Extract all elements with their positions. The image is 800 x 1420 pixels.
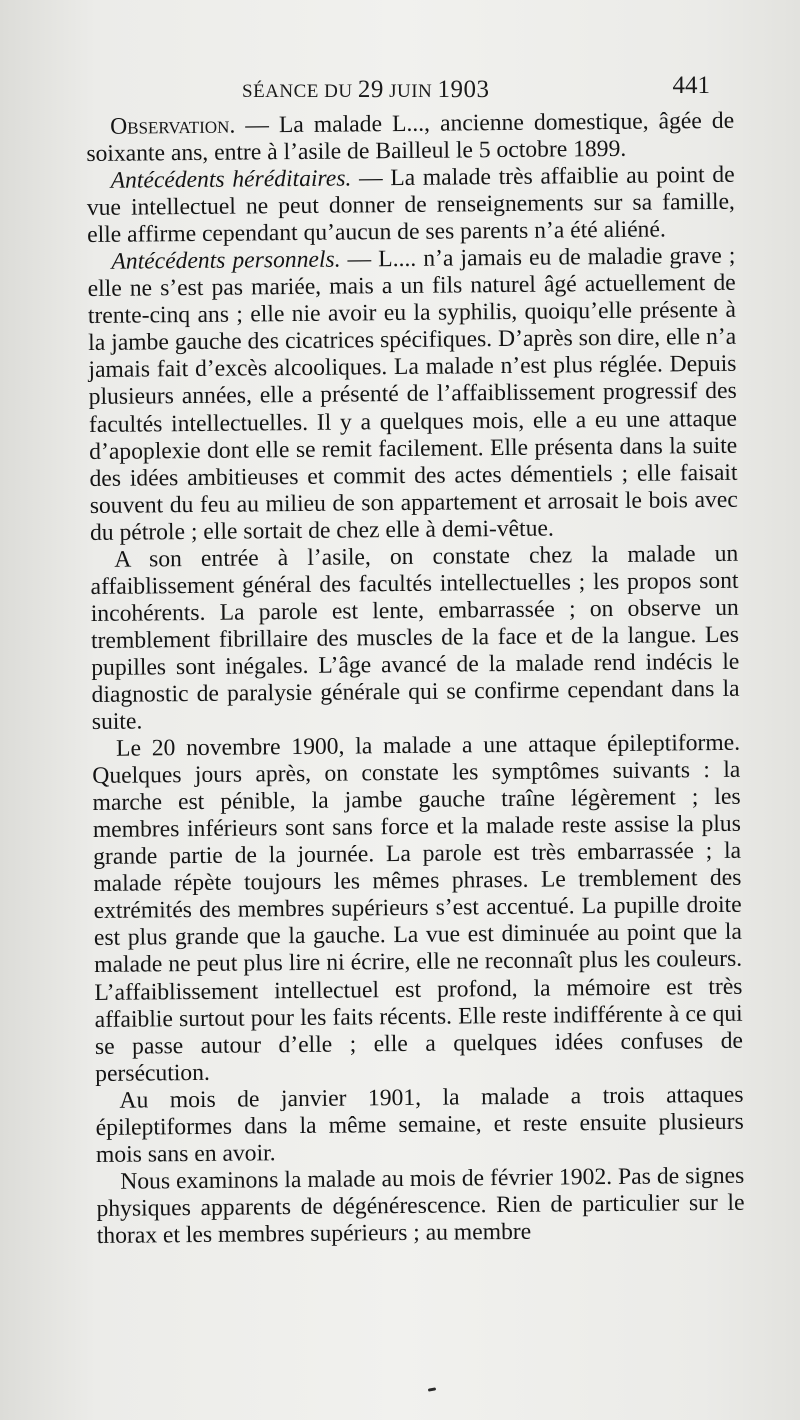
paragraph-january-1901: Au mois de janvier 1901, la malade a trois attaques épileptiformes dans la même semaine, et reste ensuite plusieurs mois sans en avoir.: [95, 1081, 744, 1168]
paragraph-observation: [86, 108, 734, 168]
running-head-year: 1903: [437, 76, 490, 103]
body-text: [86, 108, 745, 1250]
running-head: [242, 76, 490, 104]
paragraph-text: — L.... n’a jamais eu de maladie grave ; elle ne s’est pas mariée, mais a un fils naturel âgé actuellement de trente-cinq ans ; elle nie avoir eu la syphilis, quoiqu’elle présente à la jambe gauche des cicatrices spécifiques. D’après son dire, elle n’a jamais fait d’excès alcooliques. La malade n’est plus réglée. Depuis plusieurs années, elle a présenté de l’affaiblissement progressif des facultés intellectuelles. Il y a quelques mois, elle a eu une attaque d’apoplexie dont elle se remit facilement. Elle présenta dans la suite des idées ambitieuses et commit des actes démentiels ; elle faisait souvent du feu au milieu de son appartement et arrosait le bois avec du pétrole ; elle sortait de chez elle à demi-vêtue.: [87, 243, 738, 546]
observation-heading: Observation.: [109, 112, 236, 140]
paragraph-hereditary: [87, 162, 736, 249]
running-head-day: 29: [357, 76, 384, 103]
running-head-month: JUIN: [389, 81, 433, 102]
paragraph-personal: [87, 243, 738, 547]
hereditary-heading: Antécédents héréditaires.: [110, 165, 352, 194]
paragraph-admission: A son entrée à l’asile, on constate chez la malade un affaiblissement général des facultés intellectuelles ; les propos sont incohérents. La parole est lente, embarrassée ; on observe un tremblement fibrillaire des muscles de la face et de la langue. Les pupilles sont inégales. L’âge avancé de la malade rend indécis le diagnostic de paralysie générale qui se confirme cependant dans la suite.: [90, 540, 740, 736]
paragraph-text: — La malade L..., ancienne domestique, âgée de soixante ans, entre à l’asile de Bailleul le 5 octobre 1899.: [86, 107, 735, 168]
paragraph-february-1902: Nous examinons la malade au mois de février 1902. Pas de signes physiques apparents de dégénérescence. Rien de particulier sur le thorax et les membres supérieurs ; au membre: [96, 1162, 745, 1249]
ink-speck: [428, 1387, 436, 1391]
page-header: [242, 70, 710, 104]
paragraph-november-1900: Le 20 novembre 1900, la malade a une attaque épileptiforme. Quelques jours après, on constate les symptômes suivants : la marche est pénible, la jambe gauche traîne légèrement ; les membres inférieurs sont sans force et la malade reste assise la plus grande partie de la journée. La parole est très embarrassée ; la malade répète toujours les mêmes phrases. Le tremblement des extrémités des membres supérieurs s’est accentué. La pupille droite est plus grande que la gauche. La vue est diminuée au point que la malade ne peut plus lire ni écrire, elle ne reconnaît plus les couleurs. L’affaiblissement intellectuel est profond, la mémoire est très affaiblie surtout pour les faits récents. Elle reste indifférente à ce qui se passe autour d’elle ; elle a quelques idées confuses de persécution.: [92, 729, 744, 1087]
running-head-seance: SÉANCE DU: [242, 81, 353, 102]
paragraph-text: — La malade très affaiblie au point de vue intellectuel ne peut donner de renseignements sur sa famille, elle affirme cependant qu’aucun de ses parents n’a été aliéné.: [86, 161, 735, 249]
page-number: 441: [672, 72, 710, 99]
personal-heading: Antécédents personnels.: [111, 246, 341, 275]
